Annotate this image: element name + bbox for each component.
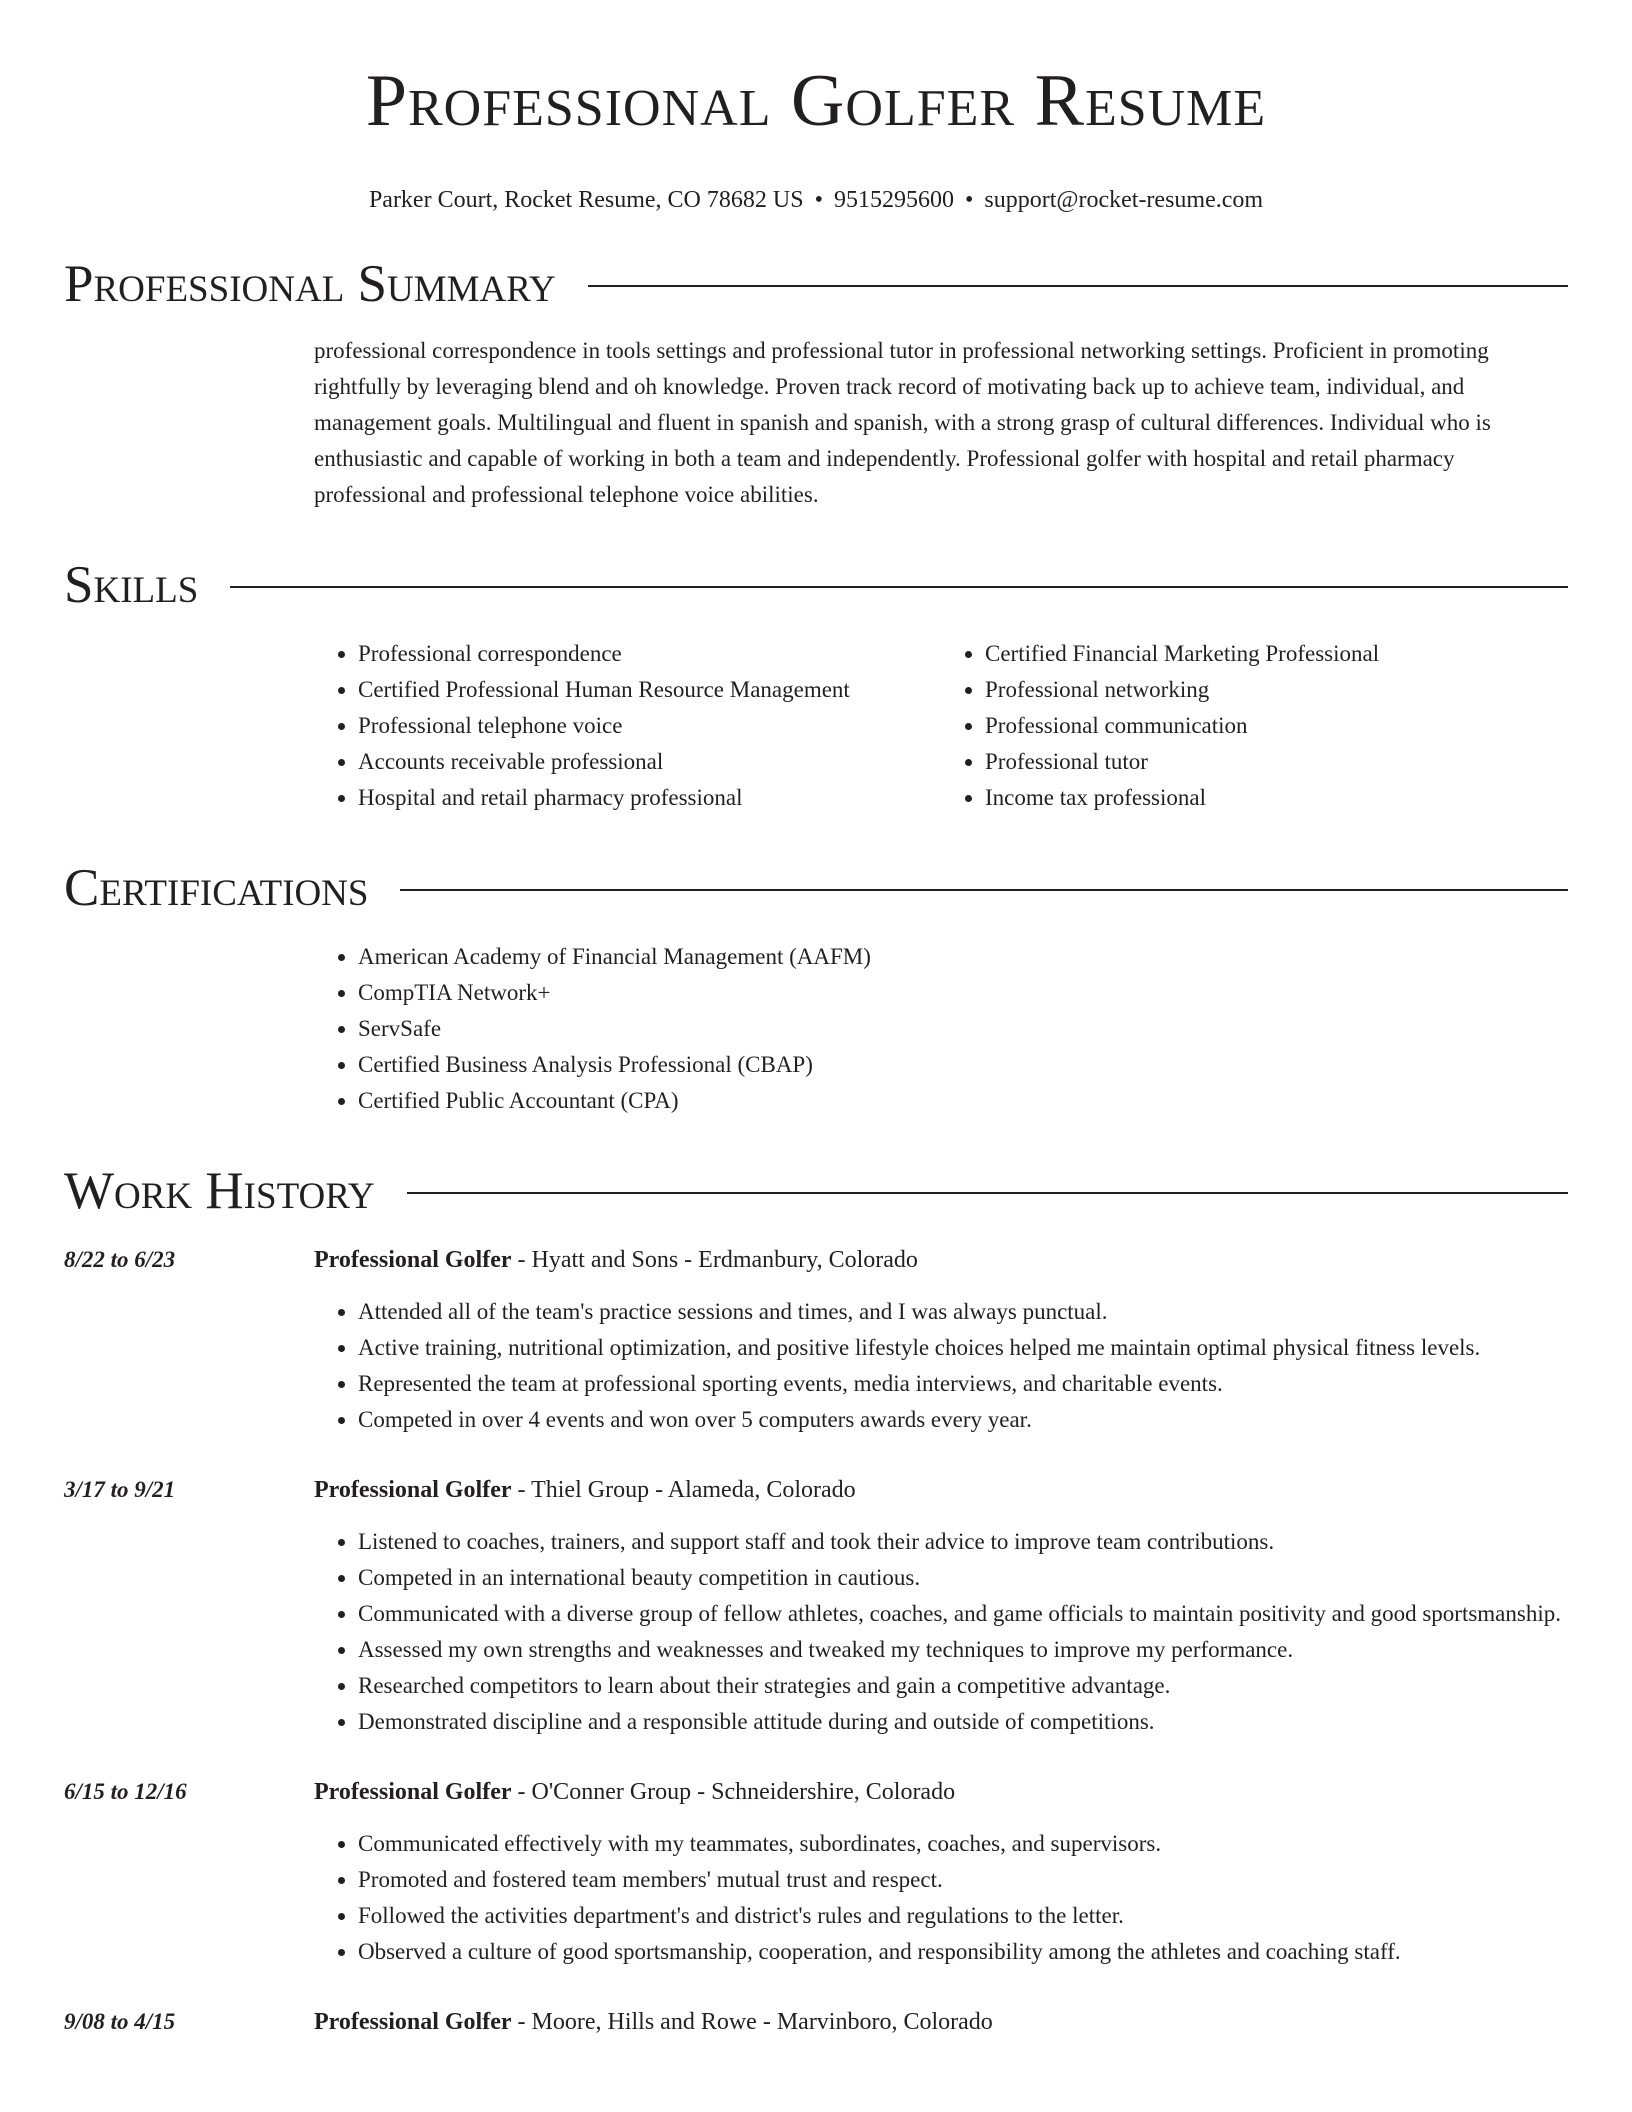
job-bullet: • Listened to coaches, trainers, and support staff and took their advice to improve team contributions. bbox=[358, 1524, 1568, 1560]
certification-item: • American Academy of Financial Management (AAFM) bbox=[358, 939, 1568, 975]
job-bullets bbox=[314, 1524, 1568, 1740]
job-bullet: • Competed in an international beauty competition in cautious. bbox=[358, 1560, 1568, 1596]
skills-grid bbox=[314, 636, 1568, 816]
skill-item: • Accounts receivable professional bbox=[358, 744, 941, 780]
section-divider bbox=[230, 586, 1568, 588]
job-body bbox=[314, 1774, 1568, 1970]
skill-item: • Professional telephone voice bbox=[358, 708, 941, 744]
contact-separator: • bbox=[814, 186, 823, 213]
certification-item: • CompTIA Network+ bbox=[358, 975, 1568, 1011]
certifications-heading: Certifications bbox=[64, 858, 369, 917]
summary-text: professional correspondence in tools settings and professional tutor in professional networking settings. Proficient in promoting rightfully by leveraging blend and oh knowledge. Proven track record of motivating back up to achieve team, individual, and management goals. Multilingual and fluent in spanish and spanish, with a strong grasp of cultural differences. Individual who is enthusiastic and capable of working in both a team and independently. Professional golfer with hospital and retail pharmacy professional and professional telephone voice abilities. bbox=[314, 337, 1491, 507]
certification-item: • Certified Business Analysis Professional (CBAP) bbox=[358, 1047, 1568, 1083]
job-heading bbox=[314, 1242, 1568, 1278]
job-bullet: • Communicated with a diverse group of fellow athletes, coaches, and game officials to maintain positivity and good sportsmanship. bbox=[358, 1596, 1568, 1632]
job-dates: 9/08 to 4/15 bbox=[64, 2008, 176, 2034]
job-bullet: • Promoted and fostered team members' mutual trust and respect. bbox=[358, 1862, 1568, 1898]
skill-item: • Income tax professional bbox=[985, 780, 1568, 816]
skills-heading: Skills bbox=[64, 555, 199, 614]
skill-item: • Certified Financial Marketing Professional bbox=[985, 636, 1568, 672]
job-dates: 8/22 to 6/23 bbox=[64, 1246, 176, 1272]
contact-separator: • bbox=[964, 186, 974, 213]
summary-section-header bbox=[64, 254, 1568, 313]
certifications-block bbox=[314, 939, 1568, 1119]
job-body bbox=[314, 2004, 1568, 2040]
resume-page bbox=[64, 0, 1568, 2040]
certifications-list bbox=[314, 939, 1568, 1119]
job-bullet: • Demonstrated discipline and a responsible attitude during and outside of competitions. bbox=[358, 1704, 1568, 1740]
job-title: Professional Golfer bbox=[314, 1778, 512, 1805]
job-bullet: • Attended all of the team's practice sessions and times, and I was always punctual. bbox=[358, 1294, 1568, 1330]
job-dates: 6/15 to 12/16 bbox=[64, 1778, 187, 1804]
job-entry bbox=[64, 1472, 1568, 1740]
job-bullet: • Competed in over 4 events and won over 5 computers awards every year. bbox=[358, 1402, 1568, 1438]
job-title: Professional Golfer bbox=[314, 2008, 512, 2035]
job-bullet: • Assessed my own strengths and weaknesses and tweaked my techniques to improve my performance. bbox=[358, 1632, 1568, 1668]
job-employer: - Thiel Group - Alameda, Colorado bbox=[511, 1476, 856, 1503]
contact-email: support@rocket-resume.com bbox=[984, 186, 1264, 213]
job-bullets bbox=[314, 1826, 1568, 1970]
certifications-section-header bbox=[64, 858, 1568, 917]
resume-title: Professional Golfer Resume bbox=[365, 60, 1267, 142]
job-bullet: • Communicated effectively with my teammates, subordinates, coaches, and supervisors. bbox=[358, 1826, 1568, 1862]
section-divider bbox=[588, 285, 1568, 287]
job-entry bbox=[64, 1242, 1568, 1438]
certification-item: • Certified Public Accountant (CPA) bbox=[358, 1083, 1568, 1119]
job-title: Professional Golfer bbox=[314, 1476, 512, 1503]
job-heading bbox=[314, 1472, 1568, 1508]
skills-list-right bbox=[941, 636, 1568, 816]
job-dates: 3/17 to 9/21 bbox=[64, 1476, 176, 1502]
work-heading: Work History bbox=[64, 1161, 375, 1220]
skill-item: • Professional correspondence bbox=[358, 636, 941, 672]
skill-item: • Professional networking bbox=[985, 672, 1568, 708]
skills-list-left bbox=[314, 636, 941, 816]
contact-phone: 9515295600 bbox=[833, 186, 954, 213]
job-heading bbox=[314, 2004, 1568, 2040]
certification-item: • ServSafe bbox=[358, 1011, 1568, 1047]
contact-line bbox=[64, 188, 1568, 212]
job-body bbox=[314, 1242, 1568, 1438]
job-employer: - Hyatt and Sons - Erdmanbury, Colorado bbox=[511, 1246, 918, 1273]
job-bullet: • Researched competitors to learn about their strategies and gain a competitive advantage. bbox=[358, 1668, 1568, 1704]
summary-heading: Professional Summary bbox=[64, 254, 556, 313]
skills-section-header bbox=[64, 555, 1568, 614]
job-body bbox=[314, 1472, 1568, 1740]
job-bullets bbox=[314, 1294, 1568, 1438]
job-title: Professional Golfer bbox=[314, 1246, 512, 1273]
skill-item: • Professional tutor bbox=[985, 744, 1568, 780]
section-divider bbox=[407, 1192, 1568, 1194]
job-employer: - O'Conner Group - Schneidershire, Colorado bbox=[511, 1778, 956, 1805]
job-bullet: • Active training, nutritional optimization, and positive lifestyle choices helped me maintain optimal physical fitness levels. bbox=[358, 1330, 1568, 1366]
job-bullet: • Observed a culture of good sportsmanship, cooperation, and responsibility among the athletes and coaching staff. bbox=[358, 1934, 1568, 1970]
job-heading bbox=[314, 1774, 1568, 1810]
section-divider bbox=[400, 889, 1568, 891]
job-entry bbox=[64, 2004, 1568, 2040]
job-employer: - Moore, Hills and Rowe - Marvinboro, Colorado bbox=[511, 2008, 993, 2035]
skill-item: • Hospital and retail pharmacy professional bbox=[358, 780, 941, 816]
skill-item: • Professional communication bbox=[985, 708, 1568, 744]
job-bullet: • Followed the activities department's and district's rules and regulations to the letter. bbox=[358, 1898, 1568, 1934]
contact-address: Parker Court, Rocket Resume, CO 78682 US bbox=[368, 186, 804, 213]
skill-item: • Certified Professional Human Resource Management bbox=[358, 672, 941, 708]
work-section-header bbox=[64, 1161, 1568, 1220]
job-bullet: • Represented the team at professional sporting events, media interviews, and charitable events. bbox=[358, 1366, 1568, 1402]
job-entry bbox=[64, 1774, 1568, 1970]
